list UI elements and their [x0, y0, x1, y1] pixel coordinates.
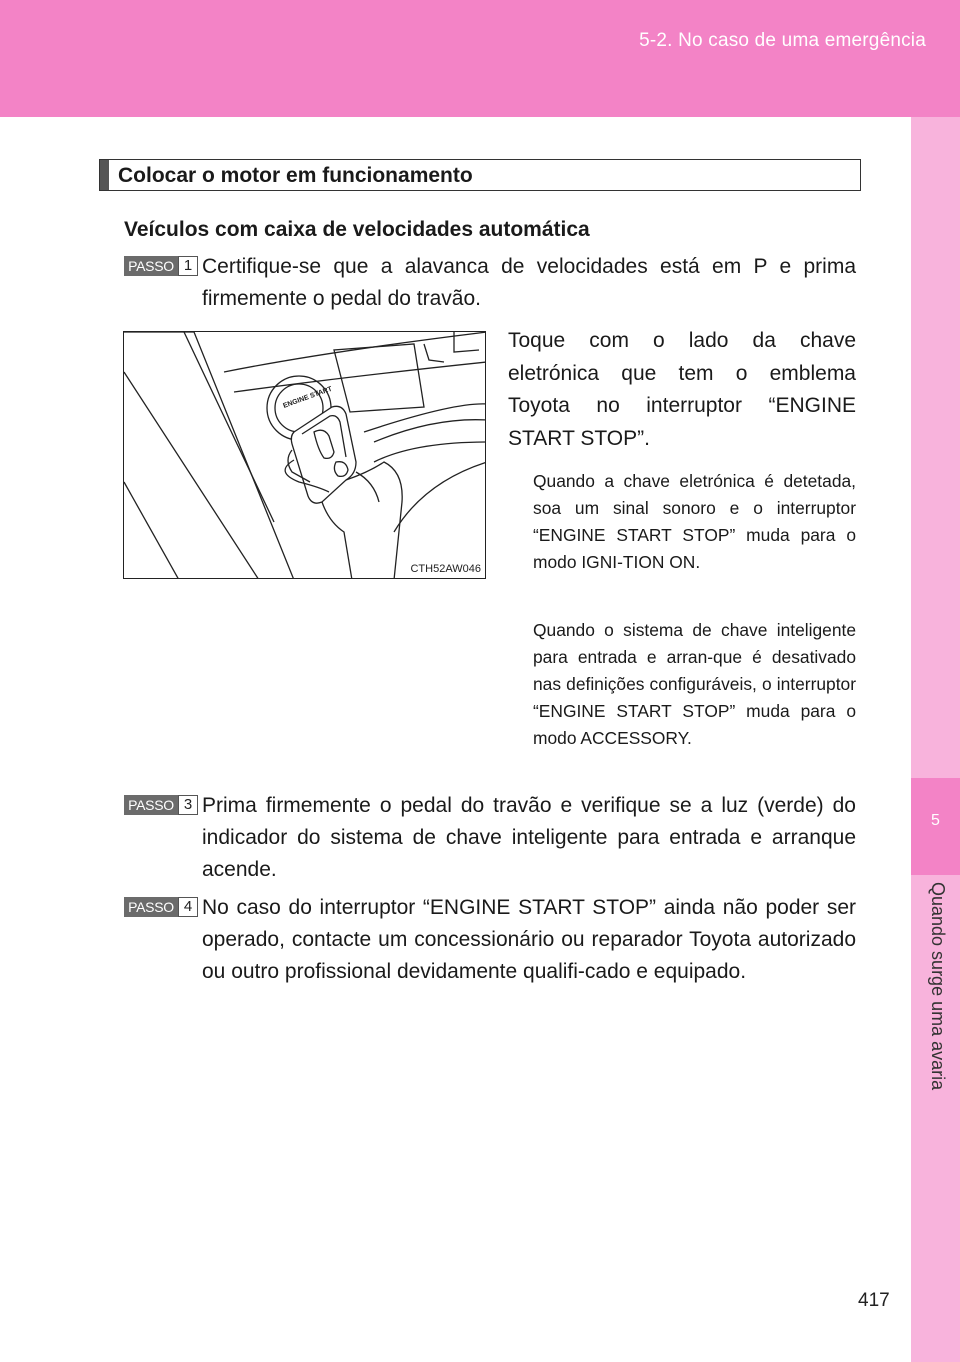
step-badge-number: 3 — [178, 795, 198, 815]
chapter-tab — [911, 117, 960, 1362]
step-badge-label: PASSO — [124, 897, 178, 917]
step-4-text: No caso do interruptor “ENGINE START STOP” ainda não poder ser operado, contacte um concessionário ou reparador Toyota autorizado ou outro profissional devidamente qualifi-cado e equipado. — [202, 896, 856, 983]
step-badge-number: 1 — [178, 256, 198, 276]
step-badge-3 — [124, 795, 196, 815]
chapter-title: Quando surge uma avaria — [928, 882, 948, 1091]
section-heading-bar — [100, 160, 109, 190]
section-heading-box — [99, 159, 861, 191]
note-2: Quando o sistema de chave inteligente para entrada e arran-que é desativado nas definições configuráveis, o interruptor “ENGINE START STOP” muda para o modo ACCESSORY. — [533, 620, 856, 748]
section-title: Colocar o motor em funcionamento — [118, 164, 473, 187]
step-1-text: Certifique-se que a alavanca de velocidades está em P e prima firmemente o pedal do travão. — [202, 255, 856, 310]
note-1: Quando a chave eletrónica é detetada, soa um sinal sonoro e o interruptor “ENGINE START STOP” muda para o modo IGNI-TION ON. — [533, 471, 856, 572]
start-button-label: ENGINE START — [282, 385, 334, 410]
section-reference: 5-2. No caso de uma emergência — [639, 30, 926, 51]
step-badge-4 — [124, 897, 196, 917]
step-2-text: Toque com o lado da chave eletrónica que tem o emblema Toyota no interruptor “ENGINE START STOP”. — [508, 329, 856, 450]
key-illustration — [123, 331, 486, 579]
page-number: 417 — [858, 1290, 890, 1311]
chapter-number: 5 — [931, 812, 940, 829]
hand-with-smart-key-image — [124, 332, 486, 579]
step-badge-label: PASSO — [124, 256, 178, 276]
step-badge-label: PASSO — [124, 795, 178, 815]
step-3-text: Prima firmemente o pedal do travão e verifique se a luz (verde) do indicador do sistema de chave inteligente para entrada e arranque acende. — [202, 794, 856, 881]
subheading: Veículos com caixa de velocidades automática — [124, 218, 590, 241]
step-badge-number: 4 — [178, 897, 198, 917]
step-badge-1 — [124, 256, 196, 276]
page-header — [0, 0, 960, 117]
illustration-code: CTH52AW046 — [410, 563, 481, 575]
